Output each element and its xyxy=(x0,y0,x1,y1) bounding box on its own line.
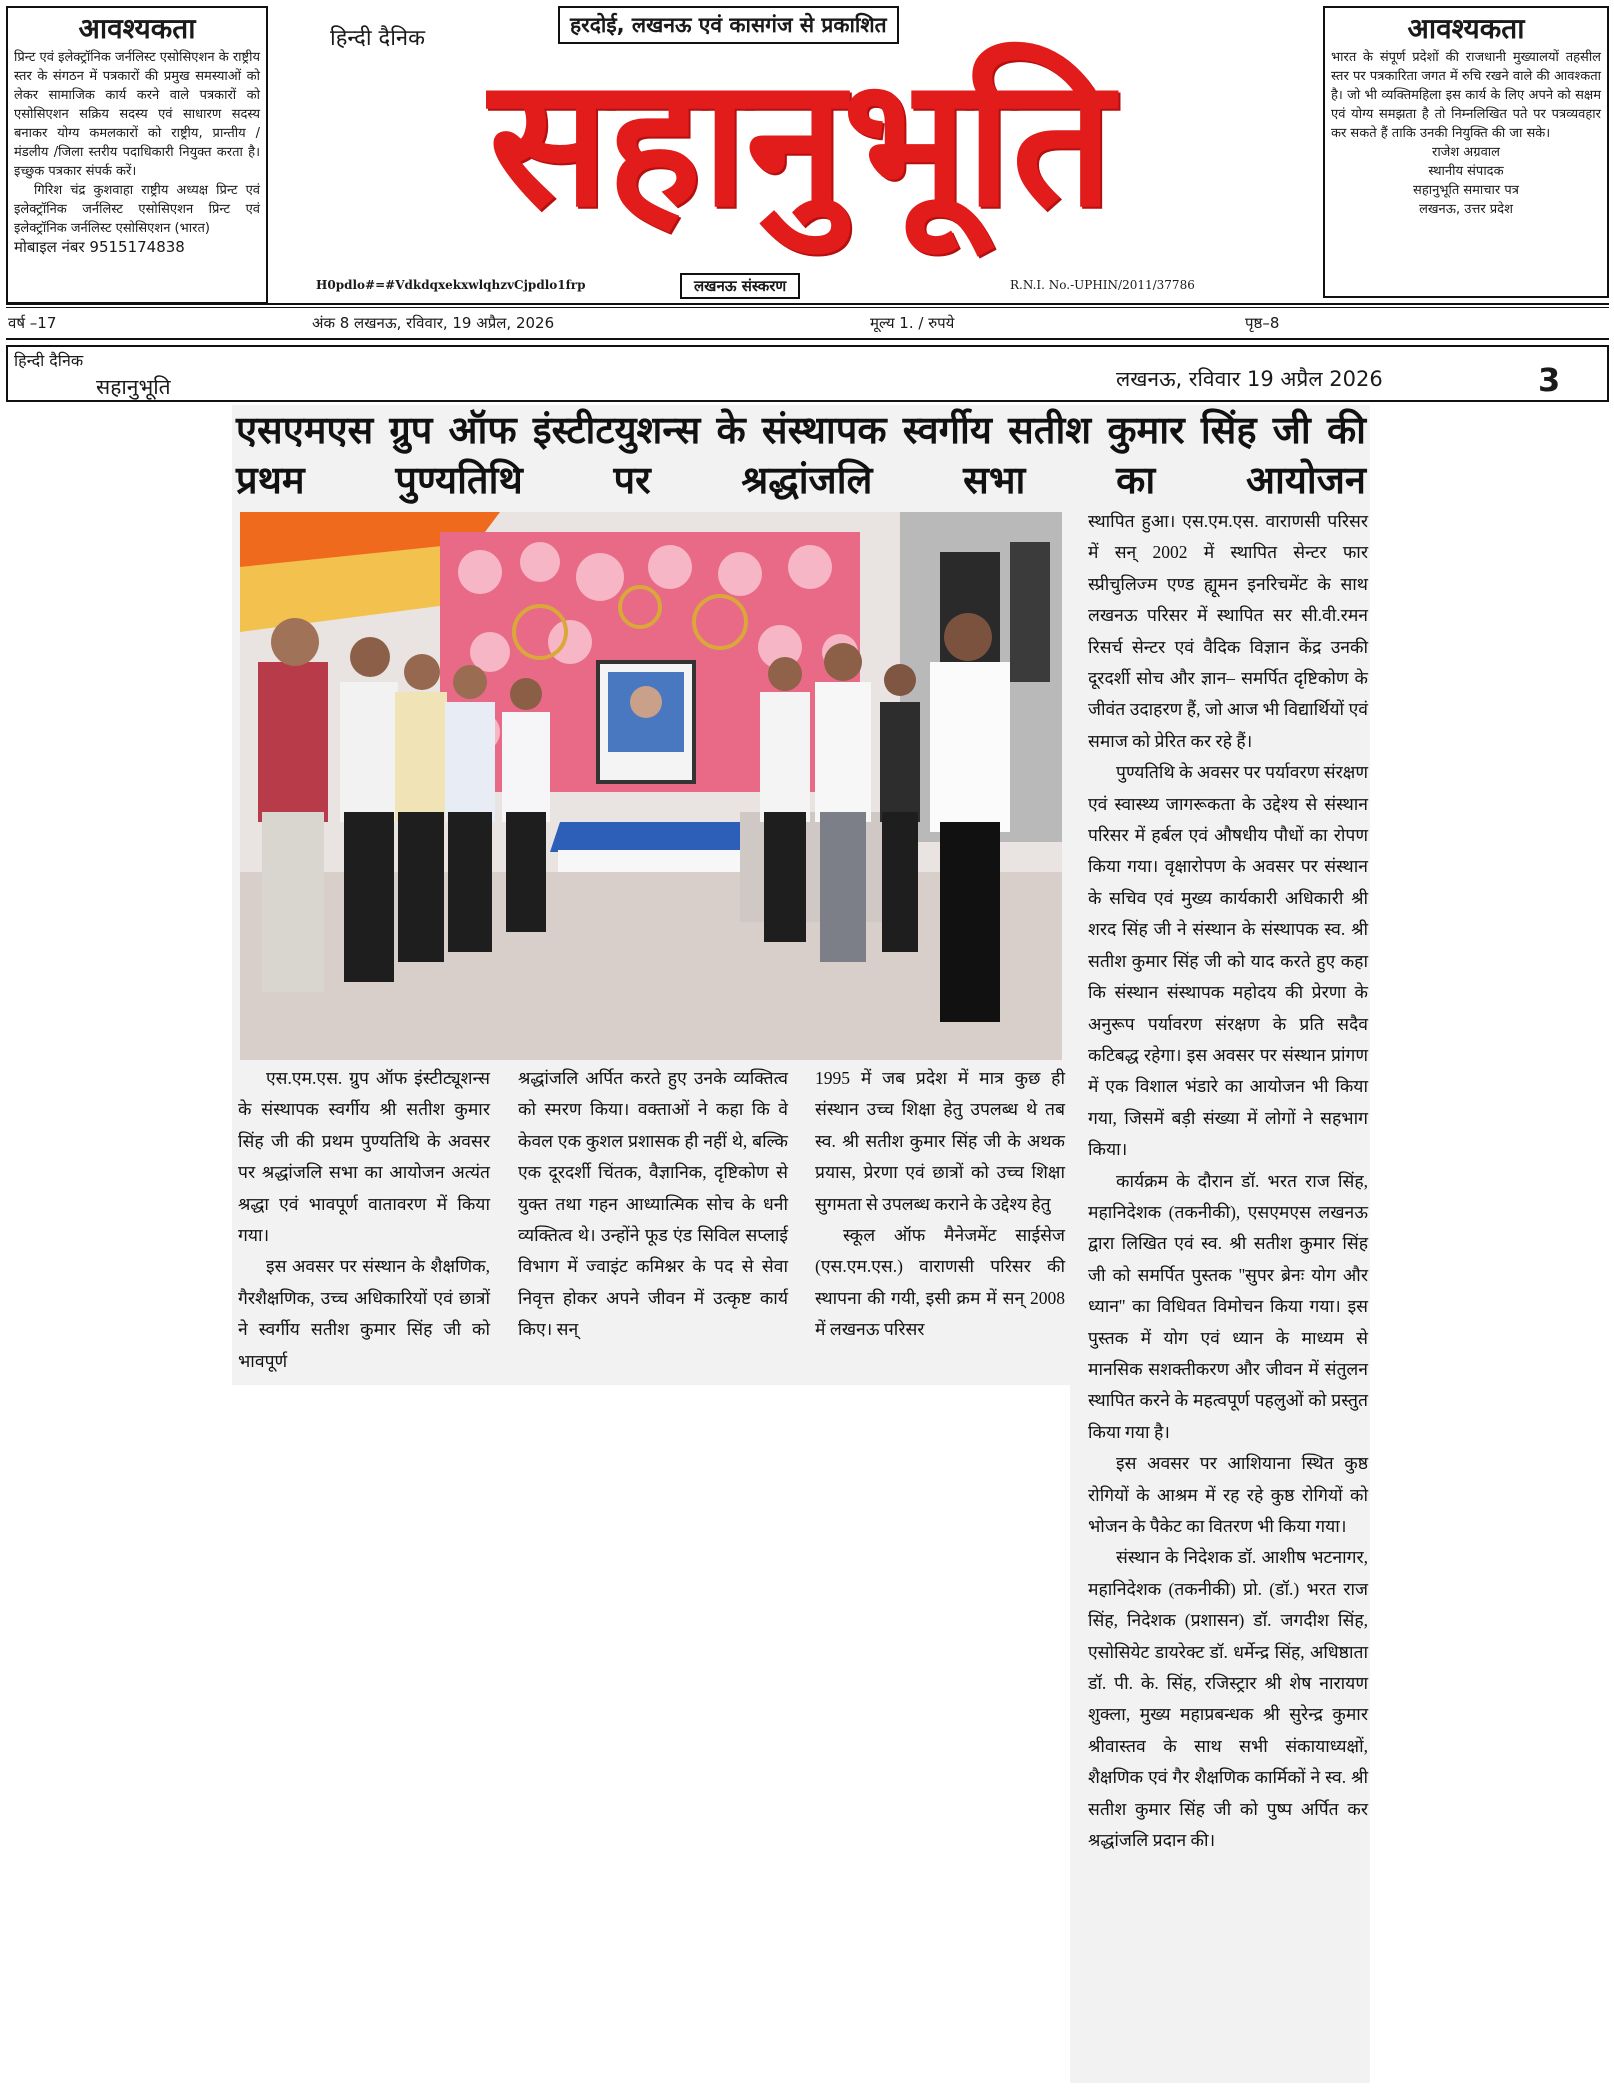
article-photo xyxy=(240,512,1062,1060)
col4-para-4: इस अवसर पर आशियाना स्थित कुष्ठ रोगियों के आश्रम में रह रहे कुष्ठ रोगियों को भोजन के पैकेट का वितरण भी किया गया। xyxy=(1088,1453,1368,1536)
masthead-daily-label: हिन्दी दैनिक xyxy=(330,26,426,51)
meta-issue: अंक 8 लखनऊ, रविवार, 19 अप्रैल, 2026 xyxy=(312,314,555,332)
col1-para-2: इस अवसर पर संस्थान के शैक्षणिक, गैरशैक्षणिक, उच्च अधिकारियों एवं छात्रों ने स्वर्गीय सतीश कुमार सिंह जी को भावपूर्ण xyxy=(238,1256,490,1371)
col4-para-1: स्थापित हुआ। एस.एम.एस. वाराणसी परिसर में सन् 2002 में स्थापित सेन्टर फार स्प्रीचुलिज्म एण्ड ह्यूमन इनरिचमेंट के साथ लखनऊ परिसर में स्थापित सर सी.वी.रमन रिसर्च सेन्टर एवं वैदिक विज्ञान केंद्र उनकी दूरदर्शी सोच और ज्ञान– समर्पित दृष्टिकोण के जीवंत उदाहरण हैं, जो आज भी विद्यार्थियों एवं समाज को प्रेरित कर रहे हैं। xyxy=(1088,511,1368,751)
notice-right-place: लखनऊ, उत्तर प्रदेश xyxy=(1419,202,1513,217)
notice-right xyxy=(1323,6,1609,298)
col2-para-1: श्रद्धांजलि अर्पित करते हुए उनके व्यक्तित्व को स्मरण किया। वक्ताओं ने कहा कि वे केवल एक कुशल प्रशासक ही नहीं थे, बल्कि एक दूरदर्शी चिंतक, वैज्ञानिक, दृष्टिकोण से युक्त तथा गहन आध्यात्मिक सोच के धनी व्यक्तित्व थे। उन्होंने फूड एंड सिविल सप्लाई विभाग में ज्वाइंट कमिश्नर के पद से सेवा निवृत्त होकर अपने जीवन में उत्कृष्ट कार्य किए। सन् xyxy=(518,1068,788,1340)
masthead-rule-thin xyxy=(6,307,1609,308)
notice-right-role: स्थानीय संपादक xyxy=(1428,164,1504,179)
rni-number: R.N.I. No.-UPHIN/2011/37786 xyxy=(1010,278,1195,292)
page-number: 3 xyxy=(1538,361,1561,399)
meta-rule xyxy=(6,338,1609,340)
article-headline: एसएमएस ग्रुप ऑफ इंस्टीटयुशन्स के संस्थापक स्वर्गीय सतीश कुमार सिंह जी की प्रथम पुण्यतिथि पर श्रद्धांजलि सभा का आयोजन xyxy=(236,408,1366,502)
col4-para-3: कार्यक्रम के दौरान डॉ. भरत राज सिंह, महानिदेशक (तकनीकी), एसएमएस लखनऊ द्वारा लिखित एवं स्व. श्री सतीश कुमार सिंह जी को समर्पित पुस्तक ''सुपर ब्रेनः योग और ध्यान'' का विधिवत विमोचन किया गया। इस पुस्तक में योग एवं ध्यान के माध्यम से मानसिक सशक्तीकरण और जीवन में संतुलन स्थापित करने के महत्वपूर्ण पहलुओं को प्रस्तुत किया गया है। xyxy=(1088,1170,1368,1442)
banner-daily-label: हिन्दी दैनिक xyxy=(14,351,84,370)
article-column-4 xyxy=(1088,506,1368,1856)
banner-date: लखनऊ, रविवार 19 अप्रैल 2026 xyxy=(1116,367,1383,391)
page-banner xyxy=(6,345,1609,402)
notice-left xyxy=(6,6,268,304)
meta-year: वर्ष –17 xyxy=(8,314,57,332)
banner-paper-name: सहानुभूति xyxy=(96,375,171,399)
col1-para-1: एस.एम.एस. ग्रुप ऑफ इंस्टीट्यूशन्स के संस्थापक स्वर्गीय श्री सतीश कुमार सिंह जी की प्रथम पुण्यतिथि के अवसर पर श्रद्धांजलि सभा का आयोजन अत्यंत श्रद्धा एवं भावपूर्ण वातावरण में किया गया। xyxy=(238,1068,490,1246)
meta-pages: पृष्ठ–8 xyxy=(1245,314,1280,332)
col4-para-5: संस्थान के निदेशक डॉ. आशीष भटनागर, महानिदेशक (तकनीकी) प्रो. (डॉ.) भरत राज सिंह, निदेशक (प्रशासन) डॉ. जगदीश सिंह, एसोसियेट डायरेक्ट डॉ. धर्मेन्द्र सिंह, अधिष्ठाता डॉ. पी. के. सिंह, रजिस्ट्रार श्री शेष नारायण शुक्ला, मुख्य महाप्रबन्धक श्री सुरेन्द्र कुमार श्रीवास्तव के साथ सभी संकायाध्यक्षों, शैक्षणिक एवं गैर शैक्षणिक कार्मिकों ने स्व. श्री सतीश कुमार सिंह जी को पुष्प अर्पित कर श्रद्धांजलि प्रदान की। xyxy=(1088,1547,1368,1851)
col3-para-2: स्कूल ऑफ मैनेजमेंट साईसेज (एस.एम.एस.) वाराणसी परिसर की स्थापना की गयी, इसी क्रम में सन् 2008 में लखनऊ परिसर xyxy=(815,1225,1065,1340)
notice-left-signature: गिरिश चंद्र कुशवाहा राष्ट्रीय अध्यक्ष प्रिन्ट एवं इलेक्ट्रॉनिक जर्नलिस्ट एसोसिएशन प्रिन्ट एवं इलेक्ट्रॉनिक जर्नलिस्ट एसोसिएशन (भारत) xyxy=(14,183,260,236)
registration-code: H0pdlo#=#VdkdqxekxwlqhzvCjpdlo1frp xyxy=(316,278,586,292)
notice-right-org: सहानुभूति समाचार पत्र xyxy=(1413,183,1519,198)
meta-price: मूल्य 1. / रुपये xyxy=(870,314,955,332)
col3-para-1: 1995 में जब प्रदेश में मात्र कुछ ही संस्थान उच्च शिक्षा हेतु उपलब्ध थे तब स्व. श्री सतीश कुमार सिंह जी के अथक प्रयास, प्रेरणा एवं छात्रों को उच्च शिक्षा सुगमता से उपलब्ध कराने के उद्देश्य हेतु xyxy=(815,1068,1065,1214)
notice-right-name: राजेश अग्रवाल xyxy=(1432,145,1500,160)
col4-para-2: पुण्यतिथि के अवसर पर पर्यावरण संरक्षण एवं स्वास्थ्य जागरूकता के उद्देश्य से संस्थान परिसर में हर्बल एवं औषधीय पौधों का रोपण किया गया। वृक्षारोपण के अवसर पर संस्थान के सचिव एवं मुख्य कार्यकारी अधिकारी श्री शरद सिंह जी ने संस्थान के संस्थापक स्व. श्री सतीश कुमार सिंह जी को याद करते हुए कहा कि संस्थान संस्थापक महोदय की प्रेरणा के अनुरूप पर्यावरण संरक्षण के प्रति सदैव कटिबद्ध रहेगा। इस अवसर पर संस्थान प्रांगण में एक विशाल भंडारे का आयोजन भी किया गया, जिसमें बड़ी संख्या में लोगों ने सहभाग किया। xyxy=(1088,762,1368,1160)
edition-label: लखनऊ संस्करण xyxy=(680,273,800,299)
masthead-rule xyxy=(6,303,1609,305)
published-from-box: हरदोई, लखनऊ एवं कासगंज से प्रकाशित xyxy=(558,6,899,44)
article-column-3 xyxy=(815,1063,1065,1346)
article-column-2 xyxy=(518,1063,788,1346)
notice-right-body: भारत के संपूर्ण प्रदेशों की राजधानी मुख्यालयों तहसील स्तर पर पत्रकारिता जगत में रुचि रखने वाले की आवश्कता है। जो भी व्यक्तिमहिला इस कार्य के लिए अपने को सक्षम एवं योग्य समझता है तो निम्नलिखित पते पर पत्रव्यवहार कर सकते हैं ताकि उनकी नियुक्ति की जा सके। xyxy=(1331,50,1601,141)
notice-left-mobile: मोबाइल नंबर 9515174838 xyxy=(14,238,185,256)
notice-left-body: प्रिन्ट एवं इलेक्ट्रॉनिक जर्नलिस्ट एसोसिएशन के राष्ट्रीय स्तर के संगठन में पत्रकारों की प्रमुख समस्याओं को लेकर सामाजिक कार्य करने वाले पत्रकारों को एसोसिएशन सक्रिय सदस्य एवं साधारण सदस्य बनाकर योग्य कमलकारों को राष्ट्रीय, प्रान्तीय / मंडलीय /जिला स्तरीय पदाधिकारी नियुक्त करता है। इच्छुक पत्रकार संपर्क करें। xyxy=(14,50,260,179)
notice-left-title: आवश्यकता xyxy=(78,12,196,45)
notice-right-title: आवश्यकता xyxy=(1407,12,1525,45)
masthead-title: सहानुभूति xyxy=(488,39,1112,246)
article-column-1 xyxy=(238,1063,490,1377)
